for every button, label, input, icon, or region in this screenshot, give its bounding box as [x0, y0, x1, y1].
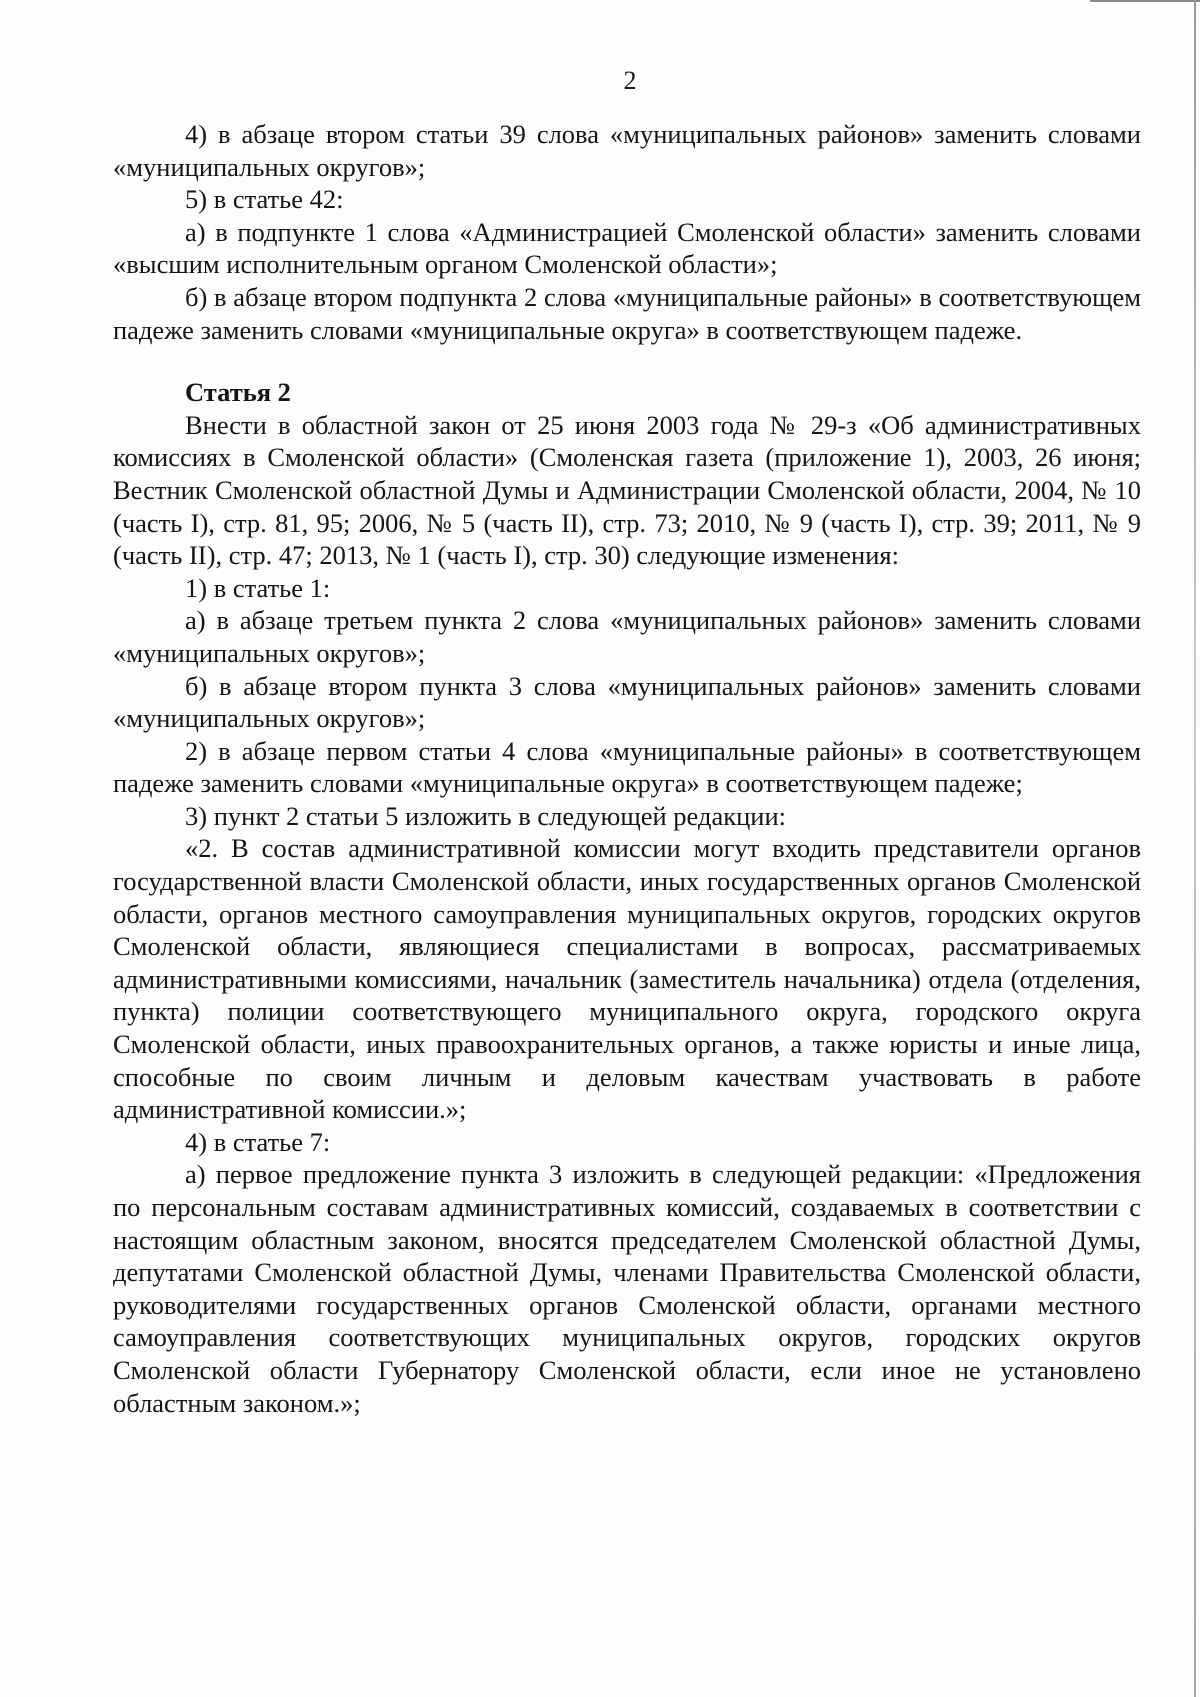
- paragraph-article1-item5a: а) в подпункте 1 слова «Администрацией Смоленской области» заменить словами «высшим исполнительным органом Смоленской области»;: [113, 216, 1141, 280]
- paragraph-article2-intro: Внести в областной закон от 25 июня 2003 года № 29-з «Об административных комиссиях в Смоленской области» (Смоленская газета (приложение 1), 2003, 26 июня; Вестник Смоленской областной Думы и Администрации Смоленской области, 2004, № 10 (часть I), стр. 81, 95; 2006, № 5 (часть II), стр. 73; 2010, № 9 (часть I), стр. 39; 2011, № 9 (часть II), стр. 47; 2013, № 1 (часть I), стр. 30) следующие изменения:: [113, 409, 1141, 571]
- paragraph-article2-item3-quote: «2. В состав административной комиссии могут входить представители органов государственной власти Смоленской области, иных государственных органов Смоленской области, органов местного самоуправления муниципальных округов, городских округов Смоленской области, являющиеся специалистами в вопросах, рассматриваемых административными комиссиями, начальник (заместитель начальника) отдела (отделения, пункта) полиции соответствующего муниципального округа, городского округа Смоленской области, иных правоохранительных органов, а также юристы и иные лица, способные по своим личным и деловым качествам участвовать в работе административной комиссии.»;: [113, 833, 1141, 1125]
- paragraph-article2-item1a: а) в абзаце третьем пункта 2 слова «муниципальных районов» заменить словами «муниципальных округов»;: [113, 605, 1141, 668]
- page-number: 2: [623, 66, 637, 95]
- document-body: [113, 118, 1141, 1419]
- paragraph-article2-item4: 4) в статье 7:: [185, 1126, 331, 1157]
- paragraph-article2-item4a: а) первое предложение пункта 3 изложить в следующей редакции: «Предложения по персональным составам административных комиссий, создаваемых в соответствии с настоящим областным законом, вносятся председателем Смоленской областной Думы, депутатами Смоленской областной Думы, членами Правительства Смоленской области, руководителями государственных органов Смоленской области, органами местного самоуправления соответствующих муниципальных округов, городских округов Смоленской области Губернатору Смоленской области, если иное не установлено областным законом.»;: [113, 1159, 1141, 1418]
- scan-edge-top: [1090, 0, 1200, 2]
- paragraph-article1-item4: 4) в абзаце втором статьи 39 слова «муниципальных районов» заменить словами «муниципальных округов»;: [113, 119, 1141, 182]
- paragraph-article2-item1: 1) в статье 1:: [185, 572, 331, 603]
- paragraph-article2-item3: 3) пункт 2 статьи 5 изложить в следующей редакции:: [185, 800, 786, 831]
- paragraph-article1-item5: 5) в статье 42:: [185, 184, 344, 215]
- article-heading: Статья 2: [185, 377, 291, 408]
- paragraph-article1-item5b: б) в абзаце втором подпункта 2 слова «муниципальные районы» в соответствующем падеже заменить словами «муниципальные округа» в соответствующем падеже.: [113, 281, 1141, 345]
- scan-edge-right: [1194, 0, 1196, 1697]
- paragraph-article2-item2: 2) в абзаце первом статьи 4 слова «муниципальные районы» в соответствующем падеже заменить словами «муниципальные округа» в соответствующем падеже;: [113, 735, 1141, 799]
- paragraph-article2-item1b: б) в абзаце втором пункта 3 слова «муниципальных районов» заменить словами «муниципальных округов»;: [113, 670, 1141, 734]
